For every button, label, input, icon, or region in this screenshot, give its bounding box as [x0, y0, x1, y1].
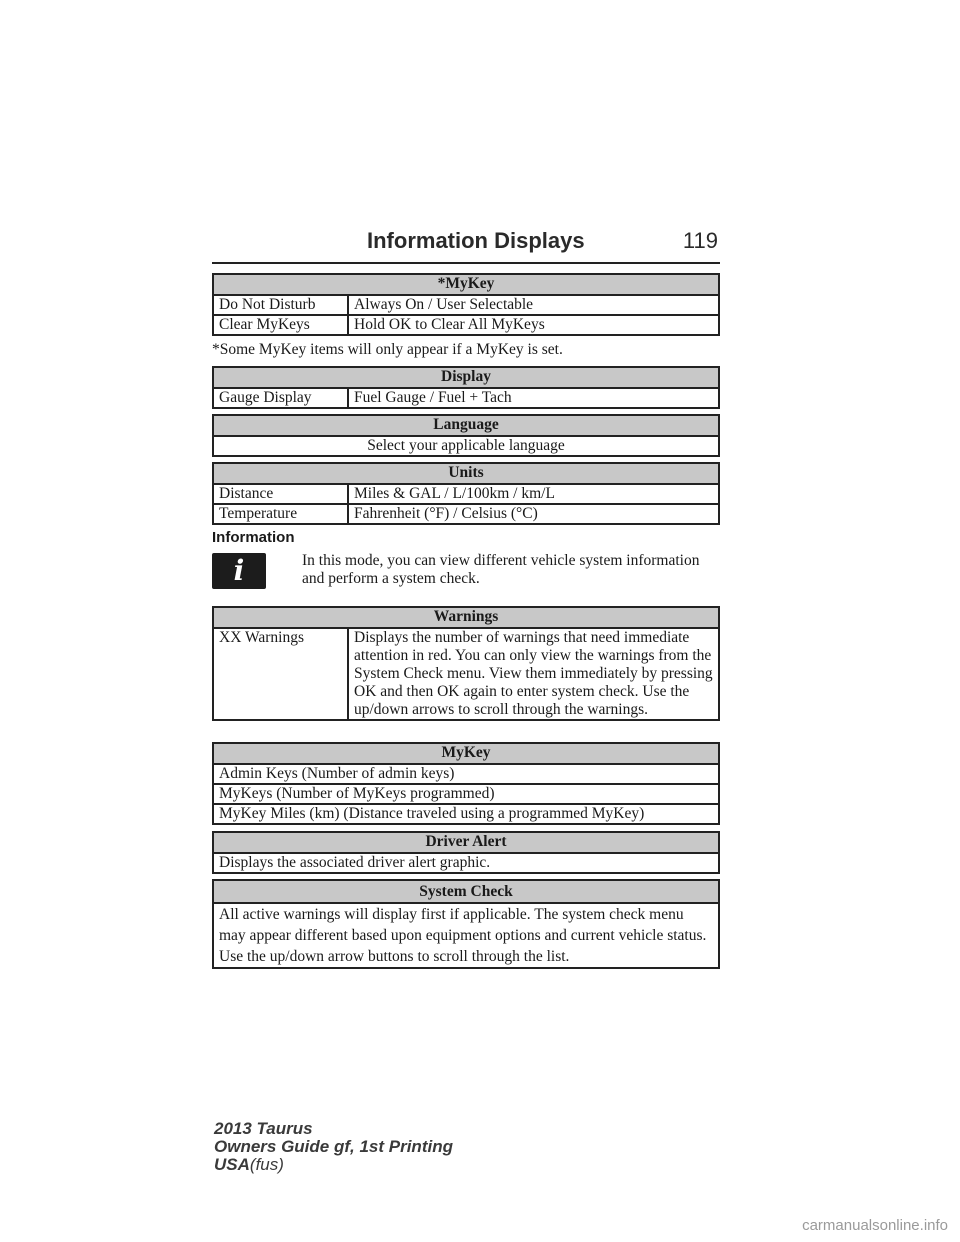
setting-label: Distance	[213, 484, 348, 504]
info-icon-glyph: i	[233, 554, 245, 587]
table-title: Warnings	[213, 607, 719, 628]
table-title: System Check	[213, 880, 719, 903]
mykey-info-row: MyKey Miles (km) (Distance traveled using a programmed MyKey)	[213, 804, 719, 824]
setting-value: Displays the number of warnings that need immediate attention in red. You can only view the warnings from the System Check menu. View them immediately by pressing OK and then OK again to enter system check. Use the up/down arrows to scroll through the warnings.	[348, 628, 719, 720]
setting-value: Fahrenheit (°F) / Celsius (°C)	[348, 504, 719, 524]
setting-value: Fuel Gauge / Fuel + Tach	[348, 388, 719, 408]
document-footer	[214, 1120, 453, 1174]
mykey-settings-table	[212, 273, 720, 336]
setting-label: XX Warnings	[213, 628, 348, 720]
table-row	[213, 764, 719, 784]
watermark: carmanualsonline.info	[802, 1217, 948, 1234]
table-row	[213, 484, 719, 504]
information-heading: Information	[212, 529, 295, 546]
table-row	[213, 504, 719, 524]
units-table	[212, 462, 720, 525]
table-title: Language	[213, 415, 719, 436]
table-row	[213, 903, 719, 968]
page-title: Information Displays	[367, 228, 585, 253]
footer-model: 2013 Taurus	[214, 1119, 313, 1138]
table-title: Units	[213, 463, 719, 484]
mykey-info-row: MyKeys (Number of MyKeys programmed)	[213, 784, 719, 804]
information-text: In this mode, you can view different vehicle system information and perform a system check.	[302, 552, 700, 587]
setting-value: Hold OK to Clear All MyKeys	[348, 315, 719, 335]
page-header	[212, 228, 720, 264]
display-table	[212, 366, 720, 409]
driver-alert-row: Displays the associated driver alert graphic.	[213, 853, 719, 873]
table-row	[213, 436, 719, 456]
setting-label: Clear MyKeys	[213, 315, 348, 335]
driver-alert-table	[212, 831, 720, 874]
mykey-info-table	[212, 742, 720, 825]
setting-label: Gauge Display	[213, 388, 348, 408]
page-number: 119	[682, 228, 718, 253]
table-title: Display	[213, 367, 719, 388]
system-check-table	[212, 879, 720, 969]
table-row	[213, 784, 719, 804]
footer-region: USA(fus)	[214, 1155, 284, 1174]
system-check-row: All active warnings will display first if applicable. The system check menu may appear different based upon equipment options and current vehicle status. Use the up/down arrow buttons to scroll through the list.	[213, 903, 719, 968]
mykey-footnote: *Some MyKey items will only appear if a MyKey is set.	[212, 341, 563, 358]
table-row	[213, 628, 719, 720]
info-icon	[212, 553, 266, 589]
language-table	[212, 414, 720, 457]
setting-label: Temperature	[213, 504, 348, 524]
table-row	[213, 853, 719, 873]
setting-value: Always On / User Selectable	[348, 295, 719, 315]
setting-label: Do Not Disturb	[213, 295, 348, 315]
table-row	[213, 295, 719, 315]
warnings-table	[212, 606, 720, 721]
table-row	[213, 804, 719, 824]
table-title: *MyKey	[213, 274, 719, 295]
language-row: Select your applicable language	[213, 436, 719, 456]
table-row	[213, 388, 719, 408]
setting-value: Miles & GAL / L/100km / km/L	[348, 484, 719, 504]
mykey-info-row: Admin Keys (Number of admin keys)	[213, 764, 719, 784]
table-row	[213, 315, 719, 335]
footer-edition: Owners Guide gf, 1st Printing	[214, 1137, 453, 1156]
table-title: Driver Alert	[213, 832, 719, 853]
table-title: MyKey	[213, 743, 719, 764]
